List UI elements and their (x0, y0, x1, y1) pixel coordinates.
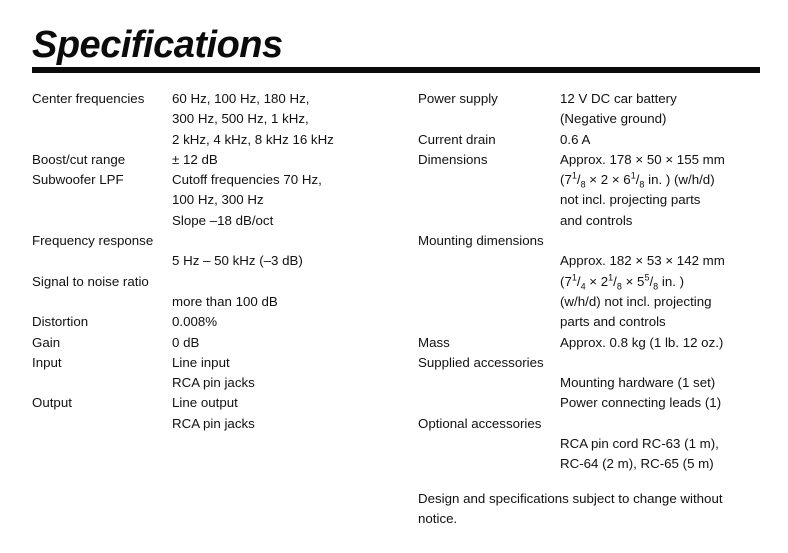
spec-value: 300 Hz, 500 Hz, 1 kHz, (172, 111, 309, 127)
spec-value: more than 100 dB (172, 293, 278, 309)
spec-value: Line input (172, 354, 230, 370)
spec-label: Frequency response (32, 233, 154, 249)
spec-label: Supplied accessories (418, 354, 544, 370)
spec-power-supply (418, 89, 768, 130)
spec-label: Output (32, 395, 72, 411)
spec-value: Slope –18 dB/oct (172, 212, 274, 228)
spec-label: Boost/cut range (32, 151, 126, 167)
spec-value: 5 Hz – 50 kHz (–3 dB) (172, 253, 303, 269)
page-title: Specifications (32, 24, 283, 66)
spec-label: Subwoofer LPF (32, 172, 124, 188)
right-spec-column (418, 89, 768, 475)
spec-value-imperial: ($7^1/_4 \times 2^1/_8 \times 5^5/_8$ in. ) (560, 272, 685, 292)
spec-value: and controls (560, 212, 633, 228)
spec-value: Cutoff frequencies 70 Hz, (172, 172, 322, 188)
spec-value: Approx. 0.8 kg (1 lb. 12 oz.) (560, 334, 724, 350)
spec-value: RCA pin jacks (172, 375, 255, 391)
left-spec-column (32, 89, 392, 434)
spec-signal-to-noise (32, 272, 392, 313)
spec-value: Approx. 178 × 50 × 155 mm (560, 151, 725, 167)
spec-value: 100 Hz, 300 Hz (172, 192, 264, 208)
spec-value: 12 V DC car battery (560, 91, 677, 106)
spec-current-drain (418, 130, 768, 150)
spec-value: parts and controls (560, 314, 666, 330)
spec-dimensions (418, 150, 768, 231)
spec-frequency-response (32, 231, 392, 272)
spec-supplied-accessories (418, 353, 768, 414)
spec-label: Current drain (418, 131, 496, 147)
spec-label: Power supply (418, 91, 498, 106)
spec-value: 0 dB (172, 334, 200, 350)
spec-mounting-dimensions (418, 231, 768, 332)
spec-label: Signal to noise ratio (32, 273, 149, 289)
spec-label: Dimensions (418, 151, 488, 167)
spec-label: Distortion (32, 314, 89, 330)
spec-label: Input (32, 354, 62, 370)
spec-value: Power connecting leads (1) (560, 395, 722, 411)
spec-value: Approx. 182 × 53 × 142 mm (560, 253, 725, 269)
spec-label: Center frequencies (32, 91, 145, 106)
spec-value: Line output (172, 395, 238, 411)
spec-value: (Negative ground) (560, 111, 667, 127)
spec-value: Mounting hardware (1 set) (560, 375, 716, 391)
spec-value: ± 12 dB (172, 151, 218, 167)
spec-value: 60 Hz, 100 Hz, 180 Hz, (172, 91, 310, 106)
spec-value: RCA pin jacks (172, 415, 255, 431)
spec-center-frequencies (32, 89, 392, 150)
spec-value: 0.008% (172, 314, 218, 330)
spec-output (32, 393, 392, 434)
spec-value: 2 kHz, 4 kHz, 8 kHz 16 kHz (172, 131, 334, 147)
spec-label: Mass (418, 334, 450, 350)
spec-value: RCA pin cord RC-63 (1 m), (560, 436, 719, 452)
spec-label: Optional accessories (418, 415, 542, 431)
spec-subwoofer-lpf (32, 170, 392, 231)
title-rule (32, 67, 760, 73)
spec-value: RC-64 (2 m), RC-65 (5 m) (560, 456, 714, 472)
spec-label: Gain (32, 334, 61, 350)
spec-value: (w/h/d) not incl. projecting (560, 293, 712, 309)
change-notice: Design and specifications subject to change without notice. (418, 491, 723, 526)
spec-label: Mounting dimensions (418, 233, 544, 249)
spec-distortion (32, 312, 392, 332)
spec-gain (32, 333, 392, 353)
spec-value: not incl. projecting parts (560, 192, 701, 208)
spec-input (32, 353, 392, 394)
spec-boost-cut-range (32, 150, 392, 170)
spec-optional-accessories (418, 414, 768, 475)
spec-mass (418, 333, 768, 353)
spec-value-imperial: ($7^1/_8 \times 2 \times 6^1/_8$ in. ) (w/h/d) (560, 170, 715, 190)
spec-value: 0.6 A (560, 131, 591, 147)
